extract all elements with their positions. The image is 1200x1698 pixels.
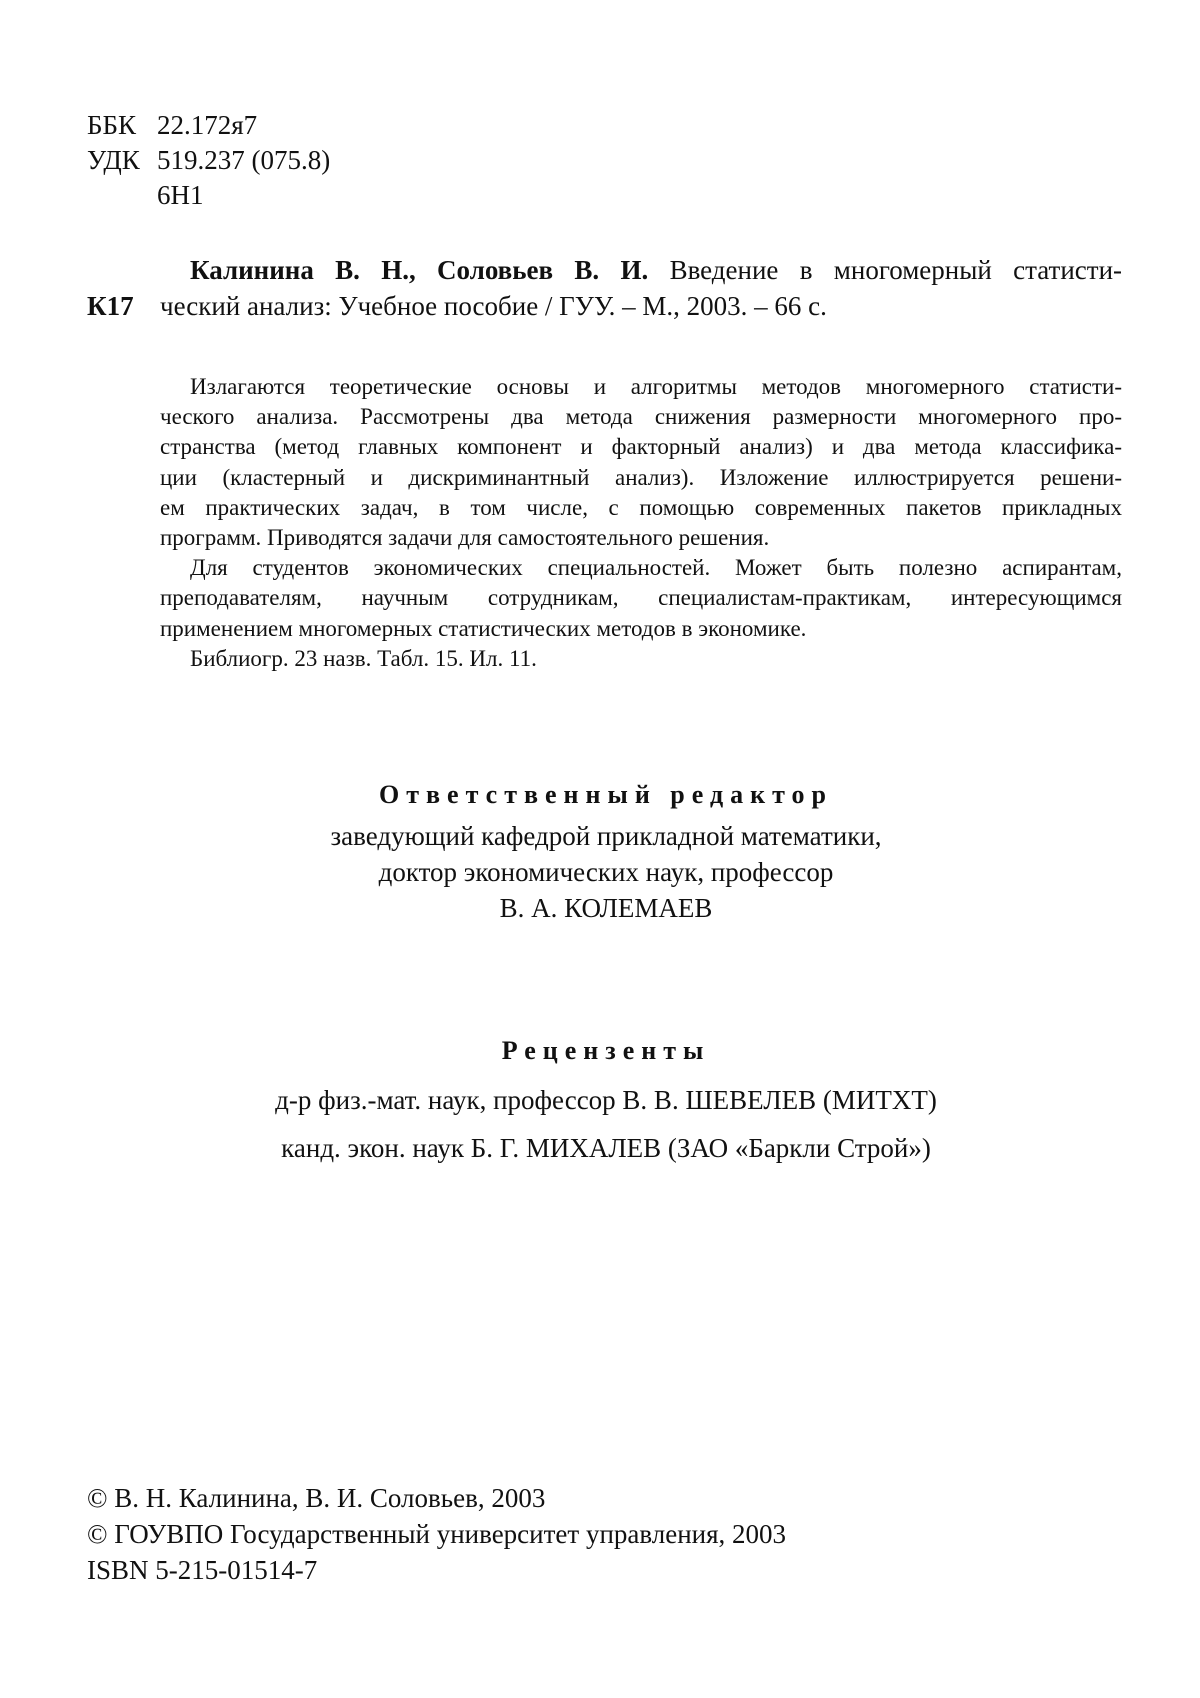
annotation-line: программ. Приводятся задачи для самостоятельного решения.: [160, 525, 770, 551]
classification-label: ББК: [87, 110, 137, 140]
isbn: ISBN 5-215-01514-7: [87, 1555, 318, 1585]
classification-row-udk: [87, 143, 330, 178]
reviewer-item: канд. экон. наук Б. Г. МИХАЛЕВ (ЗАО «Баркли Строй»): [281, 1133, 931, 1163]
reviewer-item: д-р физ.-мат. наук, профессор В. В. ШЕВЕЛЕВ (МИТХТ): [275, 1085, 937, 1115]
bibliographic-title-part2: ческий анализ: Учебное пособие / ГУУ. – М., 2003. – 66 с.: [160, 291, 827, 321]
annotation-line: ческого анализа. Рассмотрены два метода снижения размерности многомерного про-: [160, 404, 1122, 430]
editor-section-heading-wrap: [0, 780, 1200, 810]
copyright-publisher: © ГОУВПО Государственный университет управления, 2003: [87, 1519, 787, 1549]
bibliographic-authors: Калинина В. Н., Соловьев В. И.: [190, 255, 649, 285]
bibliographic-entry: [160, 252, 1122, 324]
editor-position-line: заведующий кафедрой прикладной математики,: [330, 821, 882, 851]
classification-value: 519.237 (075.8): [157, 145, 331, 175]
annotation-line: Для студентов экономических специальностей. Может быть полезно аспирантам,: [190, 555, 1122, 581]
annotation: [160, 372, 1122, 674]
classification-row-code: [87, 178, 330, 213]
reviewers-section-heading-wrap: [0, 1036, 1200, 1066]
classification-label: [87, 178, 157, 213]
copyright-authors: © В. Н. Калинина, В. И. Соловьев, 2003: [87, 1483, 546, 1513]
annotation-line: ем практических задач, в том числе, с помощью современных пакетов прикладных: [160, 494, 1122, 520]
editor-heading: Ответственный редактор: [379, 780, 833, 809]
editor-section: [0, 818, 1200, 926]
classification-label: УДК: [87, 145, 140, 175]
annotation-line: применением многомерных статистических методов в экономике.: [160, 615, 807, 641]
annotation-line: Излагаются теоретические основы и алгоритмы методов многомерного статисти-: [190, 374, 1122, 399]
reviewers-heading: Рецензенты: [501, 1036, 711, 1065]
copyright-block: [87, 1480, 786, 1588]
reviewers-section: [0, 1076, 1200, 1172]
bibliographic-line-1: [160, 252, 1122, 288]
classification-value: 22.172я7: [157, 110, 258, 140]
annotation-line: странства (метод главных компонент и факторный анализ) и два метода классифика-: [160, 434, 1122, 460]
annotation-line: ции (кластерный и дискриминантный анализ). Изложение иллюстрируется решени-: [160, 464, 1122, 490]
classification-block: [87, 108, 330, 213]
bibliographic-title-part1: Введение в многомерный статисти-: [669, 255, 1123, 285]
classification-row-bbk: [87, 108, 330, 143]
annotation-line: преподавателям, научным сотрудникам, специалистам-практикам, интересующимся: [160, 585, 1122, 611]
classification-value: 6Н1: [157, 180, 204, 210]
annotation-line: Библиогр. 23 назв. Табл. 15. Ил. 11.: [190, 645, 537, 671]
editor-name: В. А. КОЛЕМАЕВ: [499, 893, 713, 923]
editor-degree-line: доктор экономических наук, профессор: [378, 857, 834, 887]
author-sign: К17: [87, 291, 134, 321]
